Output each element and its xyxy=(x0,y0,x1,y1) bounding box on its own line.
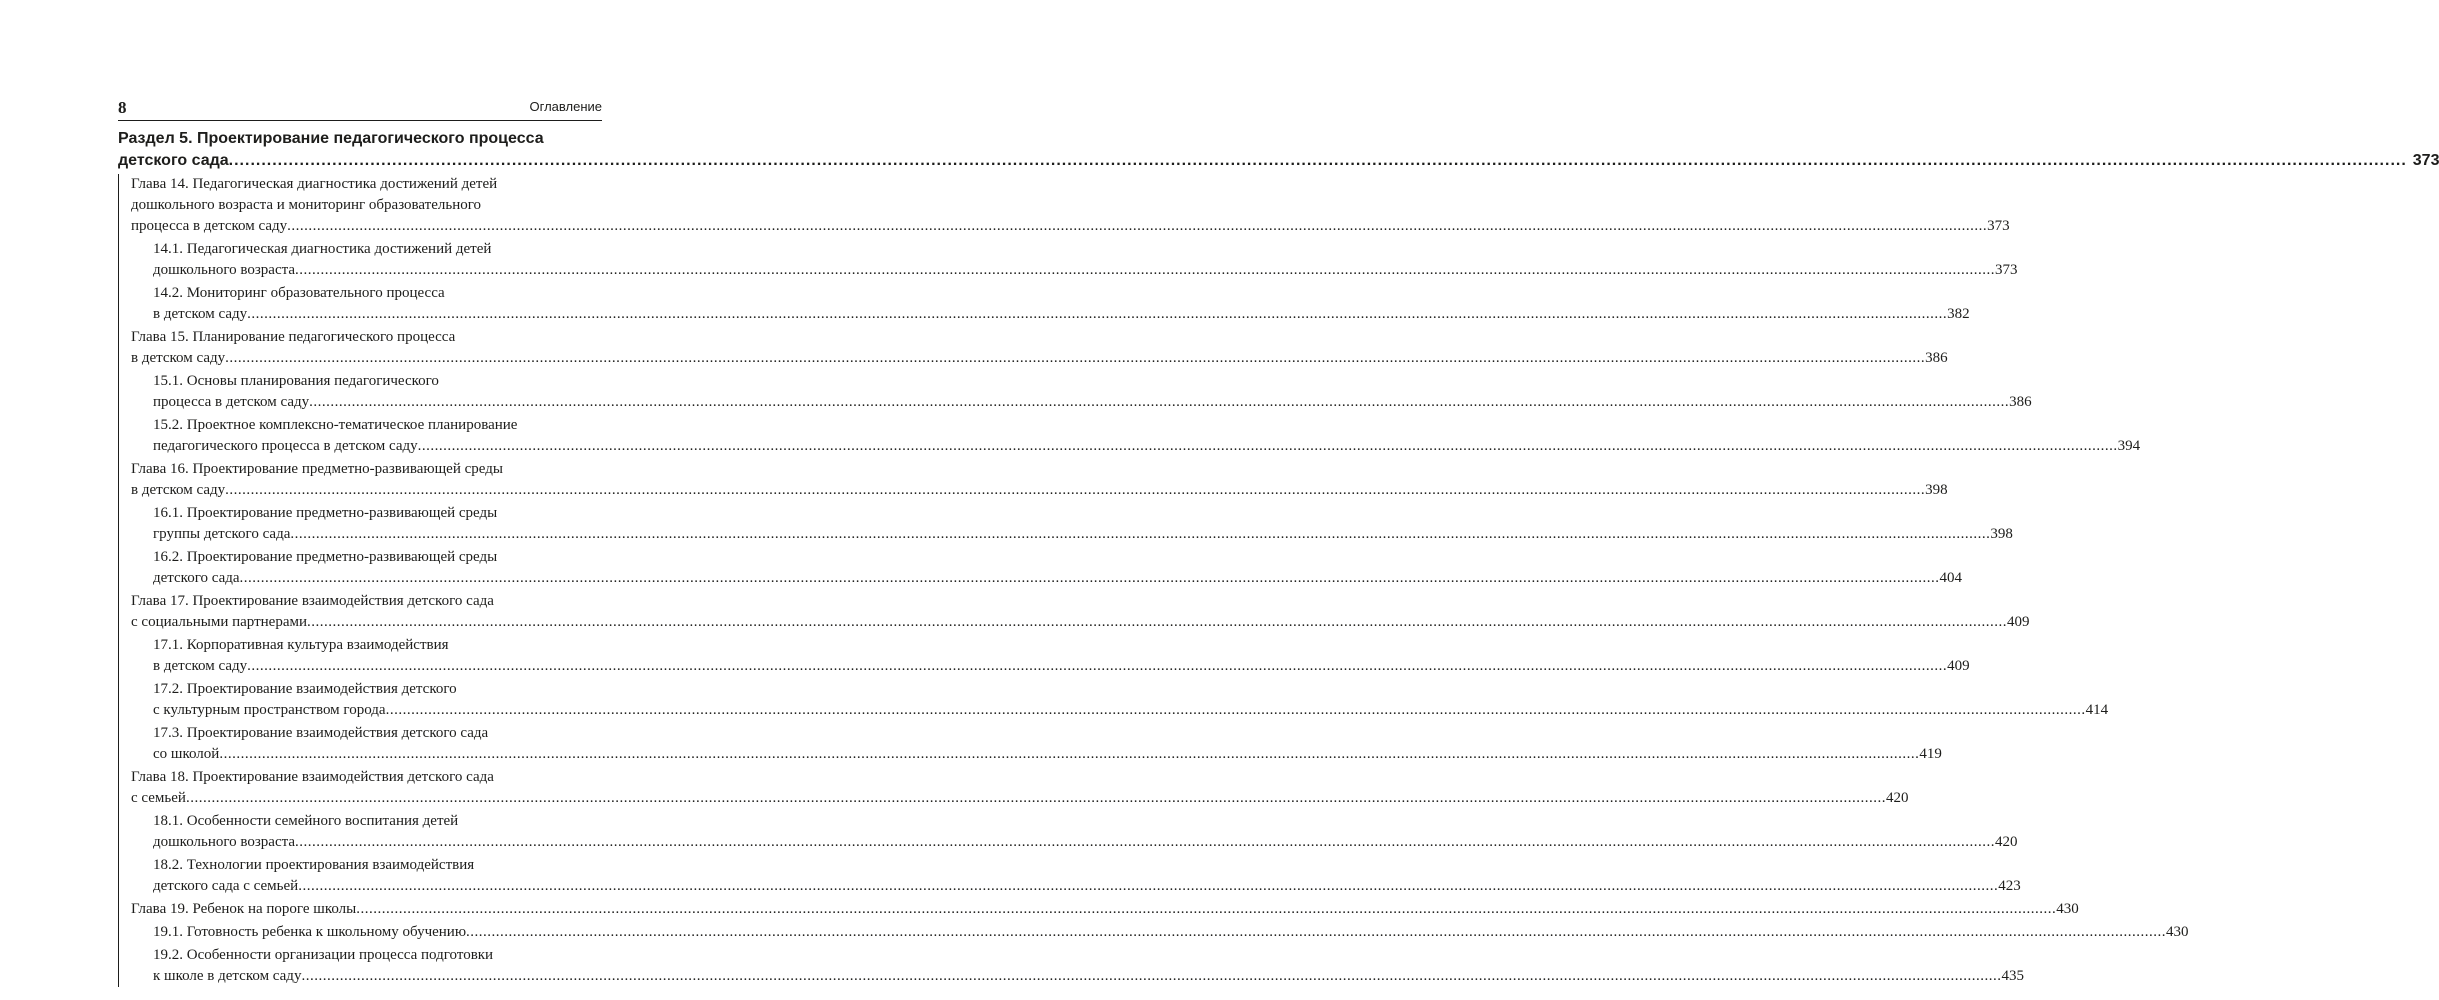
toc-entry-text: Глава 14. Педагогическая диагностика достижений детей xyxy=(131,176,498,192)
toc-entry-text: 16.1. Проектирование предметно-развивающей среды xyxy=(153,505,498,521)
toc-sub xyxy=(153,945,2024,987)
toc-line xyxy=(118,150,2439,172)
toc-line xyxy=(153,568,1963,589)
toc-chapter xyxy=(131,767,1909,809)
toc-sub xyxy=(153,922,2189,943)
toc-entry-text: 15.2. Проектное комплексно-тематическое планирование xyxy=(153,417,518,433)
toc-line xyxy=(153,723,602,744)
toc-sub xyxy=(153,855,2021,897)
toc-entry-text: 18.2. Технологии проектирования взаимодействия xyxy=(153,857,475,873)
toc-line xyxy=(153,635,602,656)
toc-page-number: 420 xyxy=(1995,834,2018,850)
toc-line xyxy=(131,459,602,480)
toc-page-number: 409 xyxy=(2007,614,2030,630)
page-header xyxy=(118,96,602,120)
toc-page-number: 386 xyxy=(1925,350,1948,366)
toc-line xyxy=(153,922,2189,943)
dot-leader: ................................................................................................................................................................................................................................................................................................................................................................................................................ xyxy=(228,152,2407,169)
dot-leader: ................................................................................................................................................................................................................................................................................................................................................................................................................ xyxy=(295,262,1996,278)
toc-entry-text: процесса в детском саду xyxy=(153,394,310,410)
toc-entry-text: 16.2. Проектирование предметно-развивающей среды xyxy=(153,549,498,565)
toc-entry-text: Глава 18. Проектирование взаимодействия детского сада xyxy=(131,769,494,785)
dot-leader: ................................................................................................................................................................................................................................................................................................................................................................................................................ xyxy=(307,614,2008,630)
toc-page-number: 435 xyxy=(2001,968,2024,984)
toc-entry-text: с культурным пространством города xyxy=(153,702,386,718)
toc-page-number: 404 xyxy=(1939,570,1963,586)
toc-line xyxy=(153,855,602,876)
dot-leader: ................................................................................................................................................................................................................................................................................................................................................................................................................ xyxy=(225,350,1926,366)
toc-line xyxy=(153,744,1942,765)
toc-line xyxy=(131,899,2079,920)
toc-line xyxy=(153,304,1970,325)
toc-sub xyxy=(153,679,2109,721)
toc-page-number: 409 xyxy=(1947,658,1970,674)
toc-line xyxy=(153,503,602,524)
toc-page-number: 386 xyxy=(2009,394,2032,410)
toc-entry-text: дошкольного возраста xyxy=(153,834,296,850)
toc-sub xyxy=(153,547,1963,589)
toc-entry-text: в детском саду xyxy=(153,306,248,322)
toc-entry-text: в детском саду xyxy=(153,658,248,674)
toc-line xyxy=(118,128,602,150)
toc-entry-text: детского сада xyxy=(153,570,240,586)
dot-leader: ................................................................................................................................................................................................................................................................................................................................................................................................................ xyxy=(309,394,2010,410)
toc-line xyxy=(131,612,2030,633)
toc-entry-text: с социальными партнерами xyxy=(131,614,308,630)
toc-entry-text: со школой xyxy=(153,746,220,762)
toc-entry-text: педагогического процесса в детском саду xyxy=(153,438,418,454)
toc-line xyxy=(131,788,1909,809)
toc-entry-text: дошкольного возраста xyxy=(153,262,296,278)
toc-entry-text: Глава 16. Проектирование предметно-развивающей среды xyxy=(131,461,503,477)
dot-leader: ................................................................................................................................................................................................................................................................................................................................................................................................................ xyxy=(225,482,1926,498)
toc-page-number: 423 xyxy=(1998,878,2021,894)
toc-page-number: 430 xyxy=(2166,924,2189,940)
toc-entry-text: в детском саду xyxy=(131,482,226,498)
toc-entry-text: 14.2. Мониторинг образовательного процесса xyxy=(153,285,445,301)
toc-page-number: 373 xyxy=(2412,152,2439,169)
toc-line xyxy=(153,392,2032,413)
toc-line xyxy=(153,679,602,700)
dot-leader: ................................................................................................................................................................................................................................................................................................................................................................................................................ xyxy=(247,658,1948,674)
toc-entry-text: 17.2. Проектирование взаимодействия детского xyxy=(153,681,457,697)
toc-sub xyxy=(153,283,1970,325)
toc-chapter xyxy=(131,459,1948,501)
toc-line xyxy=(153,436,2141,457)
toc-page-number: 430 xyxy=(2056,901,2079,917)
dot-leader: ................................................................................................................................................................................................................................................................................................................................................................................................................ xyxy=(385,702,2086,718)
toc-line xyxy=(131,767,602,788)
dot-leader: ................................................................................................................................................................................................................................................................................................................................................................................................................ xyxy=(356,901,2057,917)
toc-sub xyxy=(153,811,2018,853)
toc-chapter xyxy=(131,174,2010,237)
dot-leader: ................................................................................................................................................................................................................................................................................................................................................................................................................ xyxy=(247,306,1948,322)
toc-line xyxy=(131,216,2010,237)
toc-page-number: 398 xyxy=(1990,526,2013,542)
toc-page-number: 373 xyxy=(1987,218,2010,234)
dot-leader: ................................................................................................................................................................................................................................................................................................................................................................................................................ xyxy=(219,746,1920,762)
toc-line xyxy=(153,283,602,304)
toc-entry-text: 17.1. Корпоративная культура взаимодействия xyxy=(153,637,449,653)
toc-chapter xyxy=(131,327,1948,369)
toc-entry-text: 18.1. Особенности семейного воспитания детей xyxy=(153,813,459,829)
toc-chapter xyxy=(131,591,2030,633)
toc-line xyxy=(153,415,602,436)
toc-page-number: 420 xyxy=(1885,790,1909,806)
toc-entry-text: Глава 17. Проектирование взаимодействия детского сада xyxy=(131,593,494,609)
toc-sub xyxy=(153,415,2141,457)
dot-leader: ................................................................................................................................................................................................................................................................................................................................................................................................................ xyxy=(417,438,2118,454)
dot-leader: ................................................................................................................................................................................................................................................................................................................................................................................................................ xyxy=(295,834,1996,850)
toc-sub xyxy=(153,723,1942,765)
toc-line xyxy=(153,371,602,392)
toc-line xyxy=(153,239,602,260)
page-number: 8 xyxy=(118,98,127,117)
toc-line xyxy=(153,524,2013,545)
toc-line xyxy=(131,480,1948,501)
toc-page-number: 382 xyxy=(1947,306,1970,322)
toc-entry-text: Раздел 5. Проектирование педагогического процесса xyxy=(118,130,544,147)
dot-leader: ................................................................................................................................................................................................................................................................................................................................................................................................................ xyxy=(466,924,2167,940)
toc-entry-text: детского сада xyxy=(118,152,229,169)
toc-entry-text: в детском саду xyxy=(131,350,226,366)
toc-page-number: 398 xyxy=(1925,482,1948,498)
toc-page-number: 394 xyxy=(2117,438,2141,454)
toc-line xyxy=(153,811,602,832)
toc-line xyxy=(131,195,602,216)
dot-leader: ................................................................................................................................................................................................................................................................................................................................................................................................................ xyxy=(239,570,1940,586)
toc-line xyxy=(153,832,2018,853)
toc-line xyxy=(153,966,2024,987)
dot-leader: ................................................................................................................................................................................................................................................................................................................................................................................................................ xyxy=(185,790,1886,806)
toc-page-number: 373 xyxy=(1995,262,2018,278)
toc-entry-text: с семьей xyxy=(131,790,186,806)
toc-entry-text: дошкольного возраста и мониторинг образовательного xyxy=(131,197,482,213)
toc-left-rule xyxy=(118,174,119,987)
dot-leader: ................................................................................................................................................................................................................................................................................................................................................................................................................ xyxy=(298,878,1999,894)
toc-line xyxy=(131,348,1948,369)
toc-entry-text: 19.2. Особенности организации процесса подготовки xyxy=(153,947,494,963)
table-of-contents xyxy=(118,128,2439,987)
toc-line xyxy=(131,174,602,195)
toc-chapter xyxy=(131,899,2079,920)
toc-page-number: 419 xyxy=(1919,746,1942,762)
toc-entry-text: Глава 19. Ребенок на пороге школы xyxy=(131,901,357,917)
toc-entry-text: процесса в детском саду xyxy=(131,218,288,234)
dot-leader: ................................................................................................................................................................................................................................................................................................................................................................................................................ xyxy=(301,968,2002,984)
toc-section xyxy=(118,128,2439,172)
toc-entry-text: 14.1. Педагогическая диагностика достижений детей xyxy=(153,241,492,257)
toc-line xyxy=(153,260,2018,281)
toc-sub xyxy=(153,371,2032,413)
toc-line xyxy=(153,876,2021,897)
toc-sub xyxy=(153,239,2018,281)
toc-line xyxy=(153,547,602,568)
toc-line xyxy=(153,700,2109,721)
toc-entry-text: детского сада с семьей xyxy=(153,878,299,894)
toc-line xyxy=(131,327,602,348)
toc-line xyxy=(153,656,1970,677)
toc-entry-text: Глава 15. Планирование педагогического процесса xyxy=(131,329,456,345)
toc-line xyxy=(153,945,602,966)
toc-entry-text: 15.1. Основы планирования педагогического xyxy=(153,373,439,389)
toc-entry-text: 19.1. Готовность ребенка к школьному обучению xyxy=(153,924,467,940)
toc-entry-text: 17.3. Проектирование взаимодействия детского сада xyxy=(153,725,489,741)
dot-leader: ................................................................................................................................................................................................................................................................................................................................................................................................................ xyxy=(290,526,1991,542)
running-title: Оглавление xyxy=(529,99,602,114)
toc-line xyxy=(131,591,602,612)
toc-sub xyxy=(153,503,2013,545)
dot-leader: ................................................................................................................................................................................................................................................................................................................................................................................................................ xyxy=(287,218,1988,234)
toc-entry-text: к школе в детском саду xyxy=(153,968,302,984)
toc-entry-text: группы детского сада xyxy=(153,526,291,542)
toc-sub xyxy=(153,635,1970,677)
header-rule xyxy=(118,120,602,121)
toc-page-number: 414 xyxy=(2085,702,2109,718)
